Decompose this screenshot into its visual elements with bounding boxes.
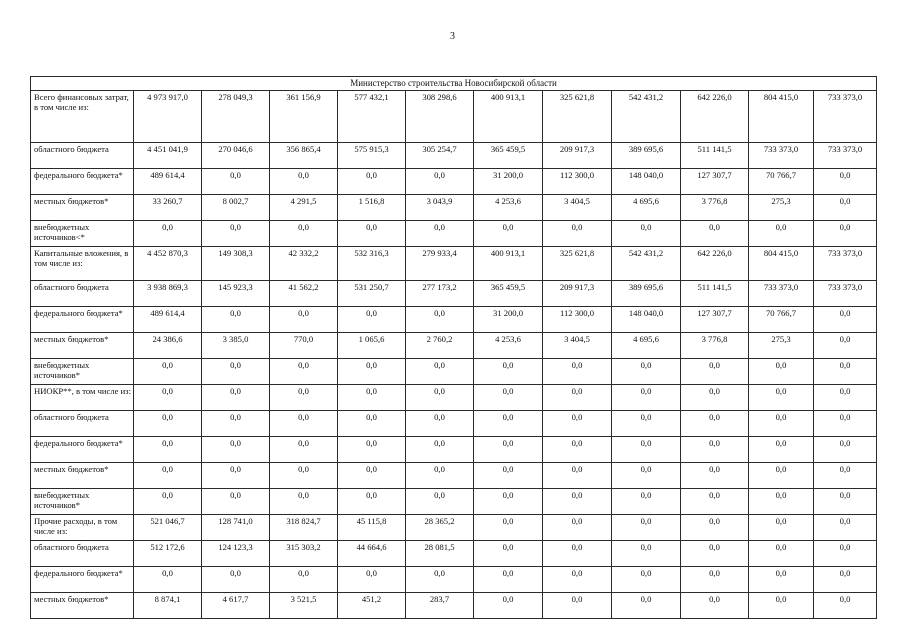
budget-table: [30, 76, 877, 619]
table-row: [31, 567, 877, 593]
value-cell: 2 760,2: [406, 333, 474, 359]
value-cell: 0,0: [749, 437, 814, 463]
table-row: [31, 195, 877, 221]
value-cell: 0,0: [543, 359, 612, 385]
value-cell: 42 332,2: [270, 247, 338, 281]
value-cell: 733 373,0: [814, 91, 877, 143]
value-cell: 0,0: [406, 307, 474, 333]
value-cell: 642 226,0: [681, 91, 749, 143]
value-cell: 389 695,6: [612, 143, 681, 169]
value-cell: 41 562,2: [270, 281, 338, 307]
value-cell: 145 923,3: [202, 281, 270, 307]
value-cell: 0,0: [543, 541, 612, 567]
value-cell: 70 766,7: [749, 307, 814, 333]
value-cell: 112 300,0: [543, 307, 612, 333]
value-cell: 0,0: [814, 359, 877, 385]
value-cell: 532 316,3: [338, 247, 406, 281]
value-cell: 283,7: [406, 593, 474, 619]
value-cell: 275,3: [749, 333, 814, 359]
row-label: местных бюджетов*: [31, 195, 134, 221]
value-cell: 0,0: [543, 463, 612, 489]
value-cell: 0,0: [474, 221, 543, 247]
value-cell: 0,0: [202, 221, 270, 247]
value-cell: 0,0: [202, 463, 270, 489]
value-cell: 0,0: [749, 489, 814, 515]
value-cell: 0,0: [749, 593, 814, 619]
value-cell: 389 695,6: [612, 281, 681, 307]
value-cell: 0,0: [543, 437, 612, 463]
value-cell: 0,0: [543, 385, 612, 411]
table-row: [31, 359, 877, 385]
value-cell: 31 200,0: [474, 169, 543, 195]
value-cell: 0,0: [814, 463, 877, 489]
value-cell: 4 253,6: [474, 333, 543, 359]
value-cell: 4 451 041,9: [134, 143, 202, 169]
row-label: областного бюджета: [31, 143, 134, 169]
value-cell: 0,0: [681, 515, 749, 541]
value-cell: 315 303,2: [270, 541, 338, 567]
value-cell: 0,0: [814, 385, 877, 411]
value-cell: 0,0: [749, 221, 814, 247]
value-cell: 0,0: [134, 385, 202, 411]
value-cell: 512 172,6: [134, 541, 202, 567]
value-cell: 0,0: [338, 221, 406, 247]
row-label: федерального бюджета*: [31, 567, 134, 593]
value-cell: 356 865,4: [270, 143, 338, 169]
value-cell: 0,0: [814, 307, 877, 333]
row-label: местных бюджетов*: [31, 593, 134, 619]
value-cell: 451,2: [338, 593, 406, 619]
value-cell: 209 917,3: [543, 281, 612, 307]
value-cell: 148 040,0: [612, 307, 681, 333]
value-cell: 0,0: [338, 411, 406, 437]
row-label: НИОКР**, в том числе из:: [31, 385, 134, 411]
table-row: [31, 437, 877, 463]
row-label: Прочие расходы, в том числе из:: [31, 515, 134, 541]
value-cell: 400 913,1: [474, 247, 543, 281]
value-cell: 0,0: [270, 385, 338, 411]
value-cell: 400 913,1: [474, 91, 543, 143]
table-body: [31, 77, 877, 619]
value-cell: 0,0: [612, 437, 681, 463]
row-label: внебюджетных источников*: [31, 359, 134, 385]
value-cell: 308 298,6: [406, 91, 474, 143]
value-cell: 0,0: [814, 515, 877, 541]
value-cell: 318 824,7: [270, 515, 338, 541]
value-cell: 0,0: [202, 169, 270, 195]
table-row: [31, 307, 877, 333]
value-cell: 0,0: [270, 489, 338, 515]
value-cell: 3 385,0: [202, 333, 270, 359]
value-cell: 0,0: [681, 541, 749, 567]
value-cell: 0,0: [406, 221, 474, 247]
value-cell: 0,0: [134, 489, 202, 515]
value-cell: 28 081,5: [406, 541, 474, 567]
value-cell: 24 386,6: [134, 333, 202, 359]
value-cell: 642 226,0: [681, 247, 749, 281]
table-row: [31, 541, 877, 567]
value-cell: 70 766,7: [749, 169, 814, 195]
table-row: [31, 411, 877, 437]
value-cell: 8 874,1: [134, 593, 202, 619]
value-cell: 0,0: [612, 593, 681, 619]
value-cell: 542 431,2: [612, 91, 681, 143]
ministry-header-row: [31, 77, 877, 91]
value-cell: 8 002,7: [202, 195, 270, 221]
value-cell: 0,0: [474, 359, 543, 385]
value-cell: 0,0: [681, 489, 749, 515]
value-cell: 361 156,9: [270, 91, 338, 143]
table-row: [31, 169, 877, 195]
value-cell: 733 373,0: [814, 247, 877, 281]
table-row: [31, 281, 877, 307]
value-cell: 0,0: [681, 437, 749, 463]
value-cell: 0,0: [474, 567, 543, 593]
value-cell: 3 404,5: [543, 195, 612, 221]
table-row: [31, 333, 877, 359]
value-cell: 0,0: [202, 411, 270, 437]
value-cell: 0,0: [814, 195, 877, 221]
value-cell: 733 373,0: [749, 281, 814, 307]
value-cell: 0,0: [406, 437, 474, 463]
value-cell: 325 621,8: [543, 91, 612, 143]
value-cell: 0,0: [270, 359, 338, 385]
value-cell: 0,0: [134, 221, 202, 247]
value-cell: 0,0: [543, 567, 612, 593]
table-row: [31, 91, 877, 143]
value-cell: 0,0: [406, 359, 474, 385]
value-cell: 3 043,9: [406, 195, 474, 221]
value-cell: 4 695,6: [612, 333, 681, 359]
value-cell: 3 938 869,3: [134, 281, 202, 307]
value-cell: 0,0: [338, 359, 406, 385]
value-cell: 3 776,8: [681, 333, 749, 359]
value-cell: 0,0: [134, 411, 202, 437]
value-cell: 0,0: [814, 593, 877, 619]
value-cell: 112 300,0: [543, 169, 612, 195]
value-cell: 209 917,3: [543, 143, 612, 169]
value-cell: 770,0: [270, 333, 338, 359]
value-cell: 0,0: [406, 411, 474, 437]
value-cell: 804 415,0: [749, 91, 814, 143]
value-cell: 4 617,7: [202, 593, 270, 619]
value-cell: 148 040,0: [612, 169, 681, 195]
row-label: федерального бюджета*: [31, 169, 134, 195]
value-cell: 804 415,0: [749, 247, 814, 281]
value-cell: 0,0: [474, 515, 543, 541]
value-cell: 0,0: [749, 359, 814, 385]
value-cell: 0,0: [406, 169, 474, 195]
value-cell: 277 173,2: [406, 281, 474, 307]
value-cell: 0,0: [474, 463, 543, 489]
value-cell: 0,0: [612, 221, 681, 247]
value-cell: 0,0: [202, 385, 270, 411]
row-label: местных бюджетов*: [31, 333, 134, 359]
value-cell: 0,0: [814, 333, 877, 359]
value-cell: 0,0: [270, 169, 338, 195]
value-cell: 0,0: [814, 567, 877, 593]
value-cell: 33 260,7: [134, 195, 202, 221]
value-cell: 0,0: [681, 567, 749, 593]
value-cell: 0,0: [338, 385, 406, 411]
value-cell: 0,0: [270, 411, 338, 437]
value-cell: 0,0: [134, 359, 202, 385]
value-cell: 521 046,7: [134, 515, 202, 541]
value-cell: 0,0: [612, 541, 681, 567]
value-cell: 270 046,6: [202, 143, 270, 169]
row-label: Капитальные вложения, в том числе из:: [31, 247, 134, 281]
value-cell: 577 432,1: [338, 91, 406, 143]
value-cell: 0,0: [338, 307, 406, 333]
row-label: внебюджетных источников<*: [31, 221, 134, 247]
value-cell: 0,0: [681, 359, 749, 385]
value-cell: 275,3: [749, 195, 814, 221]
value-cell: 149 308,3: [202, 247, 270, 281]
value-cell: 733 373,0: [749, 143, 814, 169]
value-cell: 0,0: [270, 437, 338, 463]
value-cell: 0,0: [612, 489, 681, 515]
value-cell: 1 516,8: [338, 195, 406, 221]
value-cell: 0,0: [814, 541, 877, 567]
value-cell: 0,0: [406, 463, 474, 489]
value-cell: 0,0: [543, 593, 612, 619]
row-label: областного бюджета: [31, 411, 134, 437]
value-cell: 0,0: [814, 221, 877, 247]
value-cell: 0,0: [612, 411, 681, 437]
value-cell: 0,0: [134, 463, 202, 489]
value-cell: 44 664,6: [338, 541, 406, 567]
row-label: областного бюджета: [31, 541, 134, 567]
value-cell: 365 459,5: [474, 143, 543, 169]
value-cell: 0,0: [134, 437, 202, 463]
value-cell: 45 115,8: [338, 515, 406, 541]
value-cell: 4 973 917,0: [134, 91, 202, 143]
page-number: 3: [450, 31, 455, 42]
value-cell: 0,0: [543, 411, 612, 437]
value-cell: 31 200,0: [474, 307, 543, 333]
value-cell: 0,0: [749, 385, 814, 411]
value-cell: 0,0: [612, 515, 681, 541]
value-cell: 0,0: [474, 437, 543, 463]
value-cell: 4 452 870,3: [134, 247, 202, 281]
value-cell: 511 141,5: [681, 281, 749, 307]
value-cell: 0,0: [202, 437, 270, 463]
value-cell: 0,0: [406, 385, 474, 411]
value-cell: 0,0: [202, 489, 270, 515]
table-row: [31, 593, 877, 619]
value-cell: 0,0: [749, 541, 814, 567]
table-row: [31, 489, 877, 515]
value-cell: 0,0: [474, 593, 543, 619]
value-cell: 0,0: [338, 437, 406, 463]
value-cell: 0,0: [543, 515, 612, 541]
value-cell: 4 291,5: [270, 195, 338, 221]
value-cell: 0,0: [202, 307, 270, 333]
value-cell: 0,0: [338, 463, 406, 489]
value-cell: 489 614,4: [134, 307, 202, 333]
value-cell: 0,0: [474, 411, 543, 437]
value-cell: 325 621,8: [543, 247, 612, 281]
value-cell: 0,0: [202, 359, 270, 385]
value-cell: 279 933,4: [406, 247, 474, 281]
value-cell: 733 373,0: [814, 281, 877, 307]
ministry-title: Министерство строительства Новосибирской области: [31, 77, 877, 91]
value-cell: 0,0: [543, 221, 612, 247]
value-cell: 4 695,6: [612, 195, 681, 221]
value-cell: 365 459,5: [474, 281, 543, 307]
table-row: [31, 143, 877, 169]
row-label: областного бюджета: [31, 281, 134, 307]
value-cell: 0,0: [270, 463, 338, 489]
value-cell: 0,0: [270, 221, 338, 247]
value-cell: 0,0: [270, 307, 338, 333]
value-cell: 531 250,7: [338, 281, 406, 307]
value-cell: 0,0: [474, 489, 543, 515]
value-cell: 0,0: [749, 515, 814, 541]
value-cell: 3 776,8: [681, 195, 749, 221]
value-cell: 0,0: [749, 411, 814, 437]
value-cell: 0,0: [270, 567, 338, 593]
value-cell: 733 373,0: [814, 143, 877, 169]
value-cell: 0,0: [814, 437, 877, 463]
value-cell: 0,0: [681, 593, 749, 619]
value-cell: 0,0: [202, 567, 270, 593]
value-cell: 542 431,2: [612, 247, 681, 281]
row-label: федерального бюджета*: [31, 437, 134, 463]
value-cell: 511 141,5: [681, 143, 749, 169]
value-cell: 305 254,7: [406, 143, 474, 169]
value-cell: 0,0: [681, 463, 749, 489]
value-cell: 0,0: [134, 567, 202, 593]
value-cell: 3 521,5: [270, 593, 338, 619]
value-cell: 0,0: [681, 221, 749, 247]
value-cell: 127 307,7: [681, 169, 749, 195]
table-row: [31, 515, 877, 541]
value-cell: 0,0: [543, 489, 612, 515]
value-cell: 0,0: [681, 411, 749, 437]
value-cell: 3 404,5: [543, 333, 612, 359]
value-cell: 575 915,3: [338, 143, 406, 169]
value-cell: 28 365,2: [406, 515, 474, 541]
value-cell: 0,0: [474, 385, 543, 411]
value-cell: 0,0: [406, 489, 474, 515]
value-cell: 0,0: [612, 385, 681, 411]
value-cell: 128 741,0: [202, 515, 270, 541]
table-row: [31, 221, 877, 247]
value-cell: 0,0: [814, 169, 877, 195]
value-cell: 127 307,7: [681, 307, 749, 333]
table-row: [31, 385, 877, 411]
value-cell: 0,0: [612, 463, 681, 489]
value-cell: 0,0: [612, 359, 681, 385]
value-cell: 0,0: [406, 567, 474, 593]
table-row: [31, 463, 877, 489]
value-cell: 0,0: [749, 463, 814, 489]
row-label: Всего финансовых затрат, в том числе из:: [31, 91, 134, 143]
value-cell: 0,0: [814, 411, 877, 437]
value-cell: 0,0: [612, 567, 681, 593]
row-label: федерального бюджета*: [31, 307, 134, 333]
value-cell: 489 614,4: [134, 169, 202, 195]
value-cell: 0,0: [749, 567, 814, 593]
value-cell: 4 253,6: [474, 195, 543, 221]
value-cell: 0,0: [338, 489, 406, 515]
value-cell: 0,0: [338, 567, 406, 593]
row-label: местных бюджетов*: [31, 463, 134, 489]
value-cell: 1 065,6: [338, 333, 406, 359]
value-cell: 0,0: [474, 541, 543, 567]
value-cell: 124 123,3: [202, 541, 270, 567]
row-label: внебюджетных источников*: [31, 489, 134, 515]
table-row: [31, 247, 877, 281]
value-cell: 0,0: [681, 385, 749, 411]
value-cell: 0,0: [814, 489, 877, 515]
value-cell: 0,0: [338, 169, 406, 195]
value-cell: 278 049,3: [202, 91, 270, 143]
